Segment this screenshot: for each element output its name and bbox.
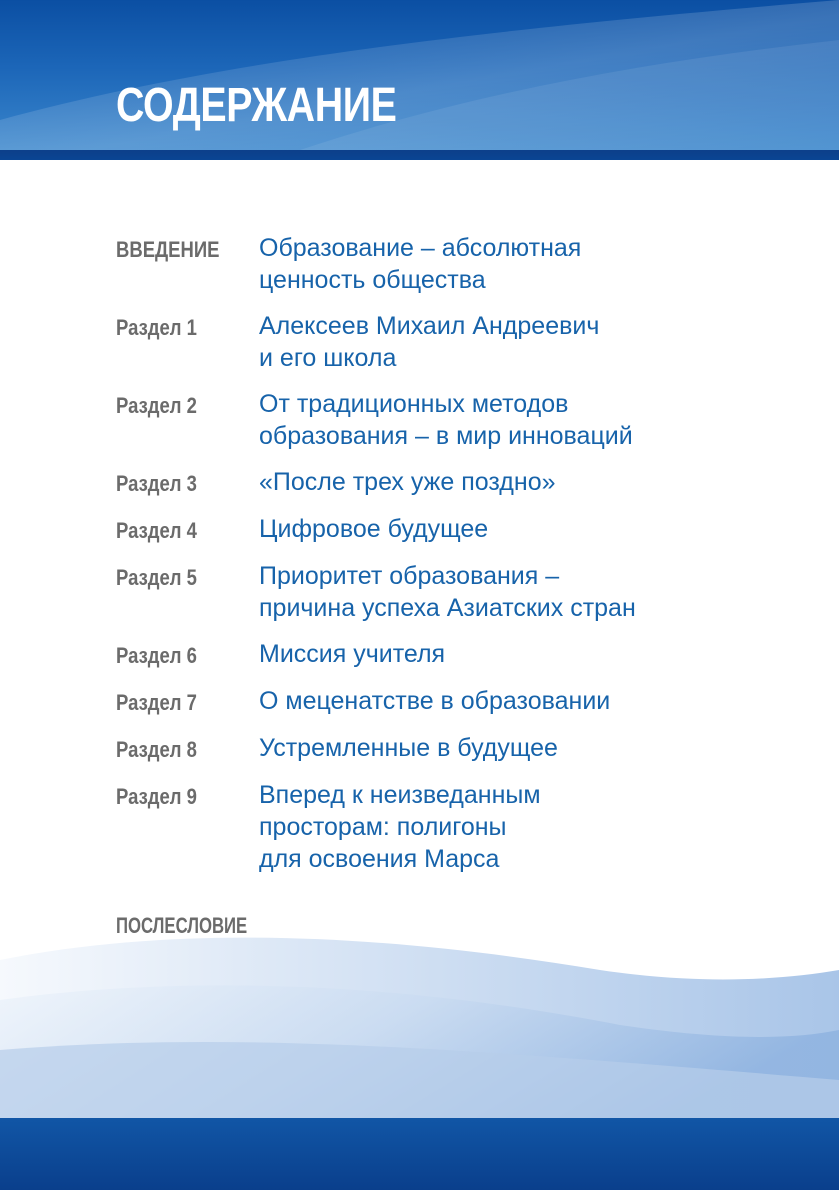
toc-entry-section-2[interactable]	[116, 388, 736, 452]
toc-entry-label: Раздел 8	[116, 737, 197, 762]
toc-entry-line: и его школа	[259, 344, 397, 372]
toc-entry-line: «После трех уже поздно»	[259, 468, 556, 496]
toc-entry-section-7[interactable]	[116, 685, 736, 718]
toc-entry-title	[259, 513, 488, 545]
toc-entry-title	[259, 638, 445, 670]
toc-entry-title	[259, 388, 633, 452]
footer-wave-decoration	[0, 930, 839, 1120]
toc-entry-line: просторам: полигоны	[259, 813, 507, 841]
toc-entry-line: для освоения Марса	[259, 845, 500, 873]
toc-entry-line: От традиционных методов	[259, 390, 569, 418]
footer-band	[0, 1118, 839, 1190]
toc-entry-section-6[interactable]	[116, 638, 736, 671]
toc-entry-label: Раздел 1	[116, 315, 197, 340]
toc-entry-label: ВВЕДЕНИЕ	[116, 237, 220, 262]
toc-entry-title	[259, 232, 581, 296]
toc-entry-section-3[interactable]	[116, 466, 736, 499]
toc-entry-title	[259, 685, 610, 717]
toc-entry-section-8[interactable]	[116, 732, 736, 765]
toc-entry-line: причина успеха Азиатских стран	[259, 594, 636, 622]
toc-entry-title	[259, 732, 558, 764]
toc-entry-title	[259, 560, 636, 624]
toc-entry-line: образования – в мир инноваций	[259, 422, 633, 450]
toc-entry-line: Устремленные в будущее	[259, 734, 558, 762]
toc-entry-line: Цифровое будущее	[259, 515, 489, 543]
toc-entry-label: Раздел 7	[116, 690, 197, 715]
toc-entry-line: Образование – абсолютная	[259, 234, 582, 262]
toc-entry-line: О меценатстве в образовании	[259, 687, 611, 715]
page-title: СОДЕРЖАНИЕ	[116, 79, 397, 132]
toc-entry-line: Вперед к неизведанным	[259, 781, 541, 809]
header-banner	[0, 0, 839, 150]
toc-entry-introduction[interactable]	[116, 232, 736, 296]
toc-entry-section-9[interactable]	[116, 779, 736, 875]
toc-entry-title	[259, 310, 599, 374]
toc-entry-line: Алексеев Михаил Андреевич	[259, 312, 600, 340]
toc-entry-title	[259, 466, 556, 498]
header-divider	[0, 150, 839, 160]
toc-entry-title	[259, 779, 541, 875]
toc-entry-section-1[interactable]	[116, 310, 736, 374]
toc-entry-label: Раздел 6	[116, 643, 197, 668]
toc-entry-label: Раздел 2	[116, 393, 197, 418]
toc-entry-line: ценность общества	[259, 266, 486, 294]
toc-entry-label: Раздел 4	[116, 518, 197, 543]
toc-entry-section-5[interactable]	[116, 560, 736, 624]
toc-entry-section-4[interactable]	[116, 513, 736, 546]
toc-entry-label: Раздел 9	[116, 784, 197, 809]
toc-entry-line: Приоритет образования –	[259, 562, 560, 590]
toc-entry-label: Раздел 5	[116, 565, 197, 590]
toc-entry-label: Раздел 3	[116, 471, 197, 496]
toc-entry-afterword[interactable]: ПОСЛЕСЛОВИЕ	[116, 913, 248, 938]
toc-entry-line: Миссия учителя	[259, 640, 446, 668]
table-of-contents	[116, 232, 736, 889]
